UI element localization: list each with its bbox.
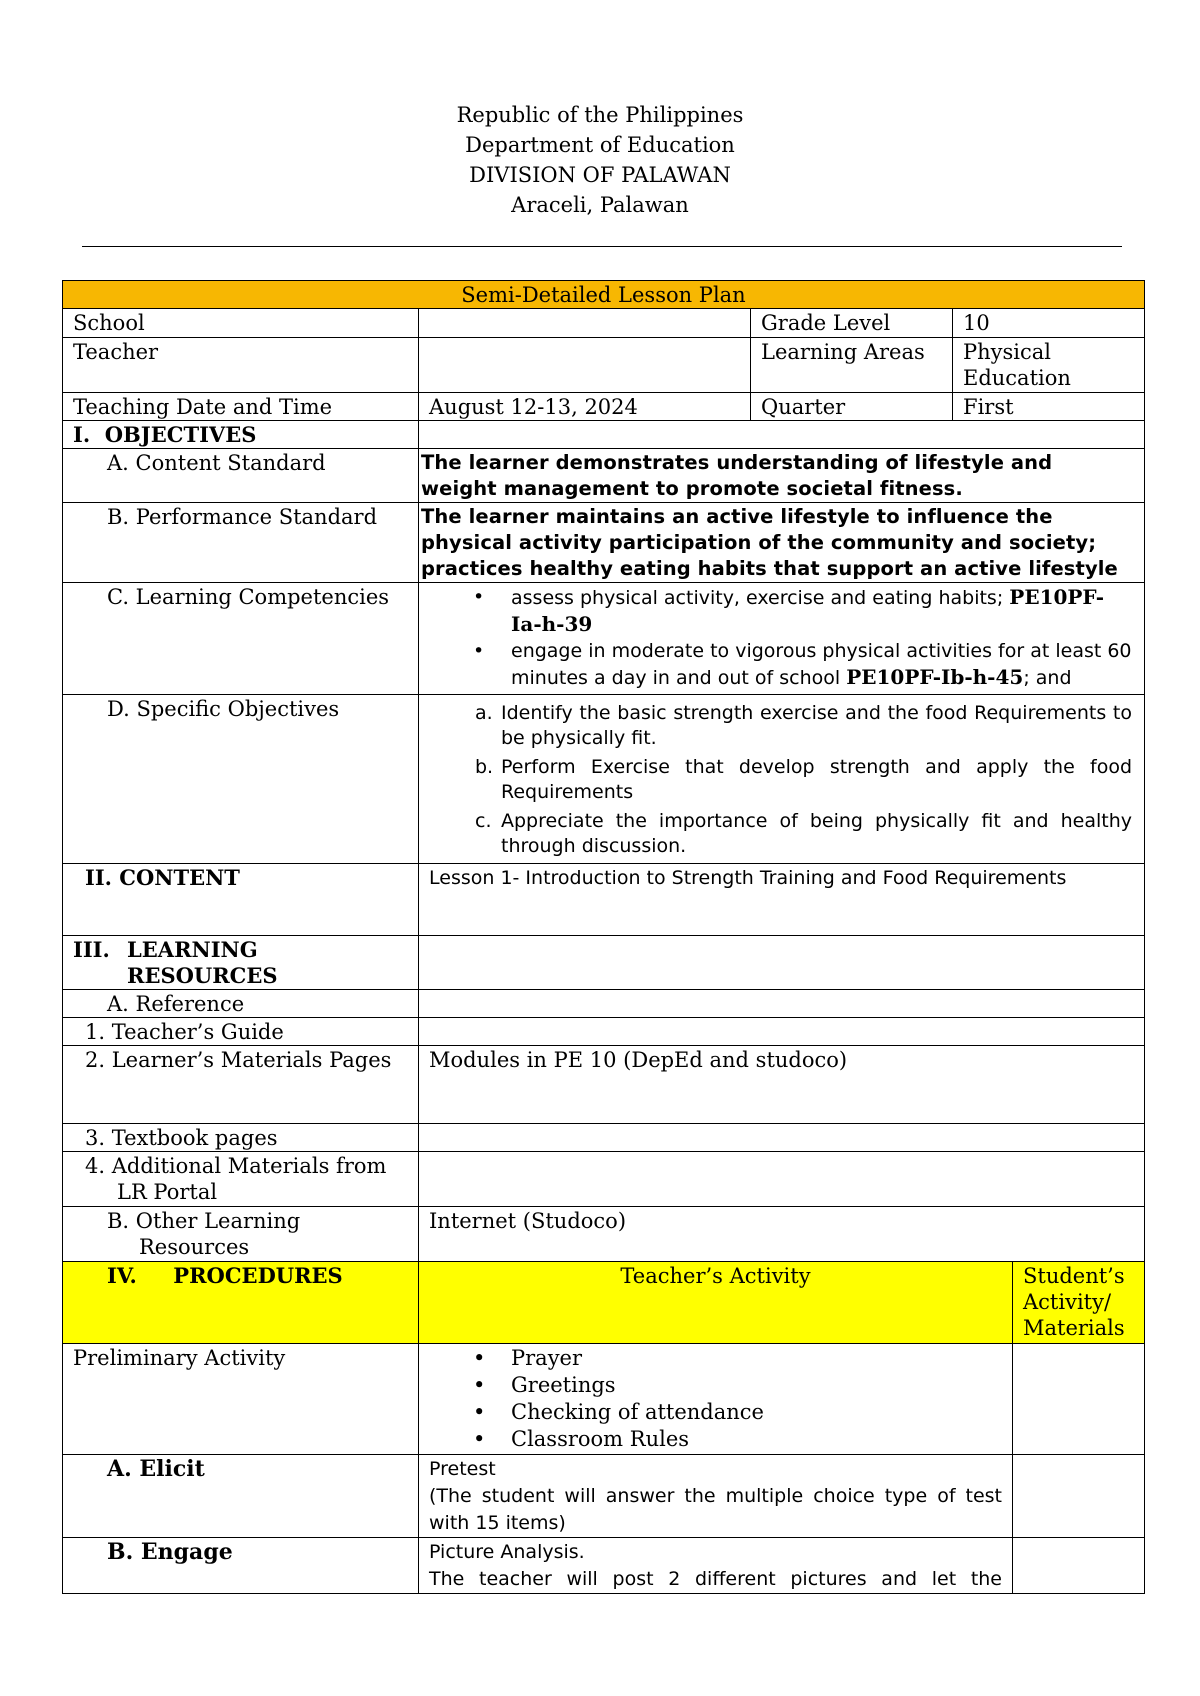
other-resources-value: Internet (Studoco) xyxy=(419,1207,1145,1262)
elicit-line-1: Pretest xyxy=(429,1458,496,1480)
other-resources-label xyxy=(63,1207,419,1262)
header-department: Department of Education xyxy=(465,133,735,157)
specific-a-text: Identify the basic strength exercise and the food Requirements to be physically fit. xyxy=(501,702,1133,749)
elicit-content xyxy=(419,1455,1013,1538)
competency-2 xyxy=(429,638,1132,691)
teachers-guide-label: 1. Teacher’s Guide xyxy=(63,1018,419,1046)
textbook-label: 3. Textbook pages xyxy=(63,1124,419,1152)
objectives-blank xyxy=(419,421,1145,449)
header-republic: Republic of the Philippines xyxy=(456,103,744,127)
additional-materials-label xyxy=(63,1152,419,1207)
preliminary-item: • Classroom Rules xyxy=(429,1426,1002,1453)
quarter-value: First xyxy=(953,393,1145,421)
other-resources-text: B. Other Learning Resources xyxy=(107,1209,301,1259)
specific-c-text: Appreciate the importance of being physically fit and healthy through discussion. xyxy=(501,810,1133,857)
additional-materials-value xyxy=(419,1152,1145,1207)
performance-standard-label: B. Performance Standard xyxy=(63,503,419,583)
school-label: School xyxy=(63,309,419,338)
learning-areas-label: Learning Areas xyxy=(751,338,953,393)
competency-1 xyxy=(429,584,1132,638)
engage-student-cell xyxy=(1013,1538,1145,1594)
content-standard-value: The learner demonstrates understanding of lifestyle and weight management to promote societal fitness. xyxy=(419,449,1145,503)
specific-objective-a xyxy=(429,701,1132,751)
preliminary-item: • Checking of attendance xyxy=(429,1399,1002,1426)
resources-title: LEARNING RESOURCES xyxy=(127,937,278,988)
preliminary-student-cell xyxy=(1013,1344,1145,1455)
specific-b-marker: b. xyxy=(475,756,494,778)
header-division: DIVISION OF PALAWAN xyxy=(469,163,731,187)
performance-standard-value: The learner maintains an active lifestyle to influence the physical activity participation of the community and society; practices healthy eating habits that support an active lifestyle xyxy=(419,503,1145,583)
preliminary-activity-list xyxy=(419,1344,1013,1455)
specific-c-marker: c. xyxy=(475,810,492,832)
teacher-value xyxy=(419,338,751,393)
competencies-label: C. Learning Competencies xyxy=(63,583,419,695)
date-label: Teaching Date and Time xyxy=(63,393,419,421)
competency-1-code: PE10PF-Ia-h-39 xyxy=(511,585,1105,636)
specific-objectives-value xyxy=(419,695,1145,864)
reference-label: A. Reference xyxy=(63,990,419,1018)
objectives-heading xyxy=(63,421,419,449)
resources-num: III. xyxy=(73,937,110,962)
competency-2-code: PE10PF-Ib-h-45 xyxy=(846,665,1024,689)
procedures-heading: IV. PROCEDURES xyxy=(63,1262,419,1344)
header-location: Araceli, Palawan xyxy=(511,193,689,217)
learners-materials-label: 2. Learner’s Materials Pages xyxy=(63,1046,419,1124)
document-header xyxy=(0,100,1200,220)
reference-blank xyxy=(419,990,1145,1018)
competency-2-tail: ; and xyxy=(1023,667,1072,689)
quarter-label: Quarter xyxy=(751,393,953,421)
objectives-num: I. xyxy=(73,422,91,447)
engage-line-2: The teacher will post 2 different pictures and let the xyxy=(429,1568,1002,1590)
competencies-value xyxy=(419,583,1145,695)
competency-2-text: engage in moderate to vigorous physical activities for at least 60 minutes a day in and out of school xyxy=(511,640,1132,689)
elicit-line-2: (The student will answer the multiple choice type of test with 15 items) xyxy=(429,1485,1002,1534)
objectives-title: OBJECTIVES xyxy=(104,422,257,447)
date-value: August 12-13, 2024 xyxy=(419,393,751,421)
competency-1-text: assess physical activity, exercise and eating habits; xyxy=(511,587,1010,609)
learning-areas-value: Physical Education xyxy=(953,338,1145,393)
school-value xyxy=(419,309,751,338)
elicit-label: A. Elicit xyxy=(63,1455,419,1538)
preliminary-activity-label: Preliminary Activity xyxy=(63,1344,419,1455)
engage-label: B. Engage xyxy=(63,1538,419,1594)
header-divider xyxy=(82,246,1122,247)
teachers-guide-value xyxy=(419,1018,1145,1046)
teacher-activity-column-header: Teacher’s Activity xyxy=(419,1262,1013,1344)
lesson-plan-table xyxy=(62,280,1145,1594)
engage-content xyxy=(419,1538,1013,1594)
resources-heading xyxy=(63,936,419,990)
specific-a-marker: a. xyxy=(475,702,493,724)
student-activity-column-header: Student’s Activity/ Materials xyxy=(1013,1262,1145,1344)
specific-objective-c xyxy=(429,809,1132,859)
teacher-label: Teacher xyxy=(63,338,419,393)
grade-level-value: 10 xyxy=(953,309,1145,338)
engage-line-1: Picture Analysis. xyxy=(429,1541,585,1563)
content-value: Lesson 1- Introduction to Strength Training and Food Requirements xyxy=(419,864,1145,936)
content-heading: II. CONTENT xyxy=(63,864,419,936)
specific-objectives-label: D. Specific Objectives xyxy=(63,695,419,864)
elicit-student-cell xyxy=(1013,1455,1145,1538)
specific-objective-b xyxy=(429,755,1132,805)
grade-level-label: Grade Level xyxy=(751,309,953,338)
content-standard-label: A. Content Standard xyxy=(63,449,419,503)
specific-b-text: Perform Exercise that develop strength and apply the food Requirements xyxy=(501,756,1133,803)
preliminary-item: • Greetings xyxy=(429,1372,1002,1399)
additional-materials-text: 4. Additional Materials from LR Portal xyxy=(85,1154,387,1204)
learners-materials-value: Modules in PE 10 (DepEd and studoco) xyxy=(419,1046,1145,1124)
textbook-value xyxy=(419,1124,1145,1152)
resources-blank xyxy=(419,936,1145,990)
preliminary-item: • Prayer xyxy=(429,1345,1002,1372)
lesson-plan-title: Semi-Detailed Lesson Plan xyxy=(63,281,1145,309)
